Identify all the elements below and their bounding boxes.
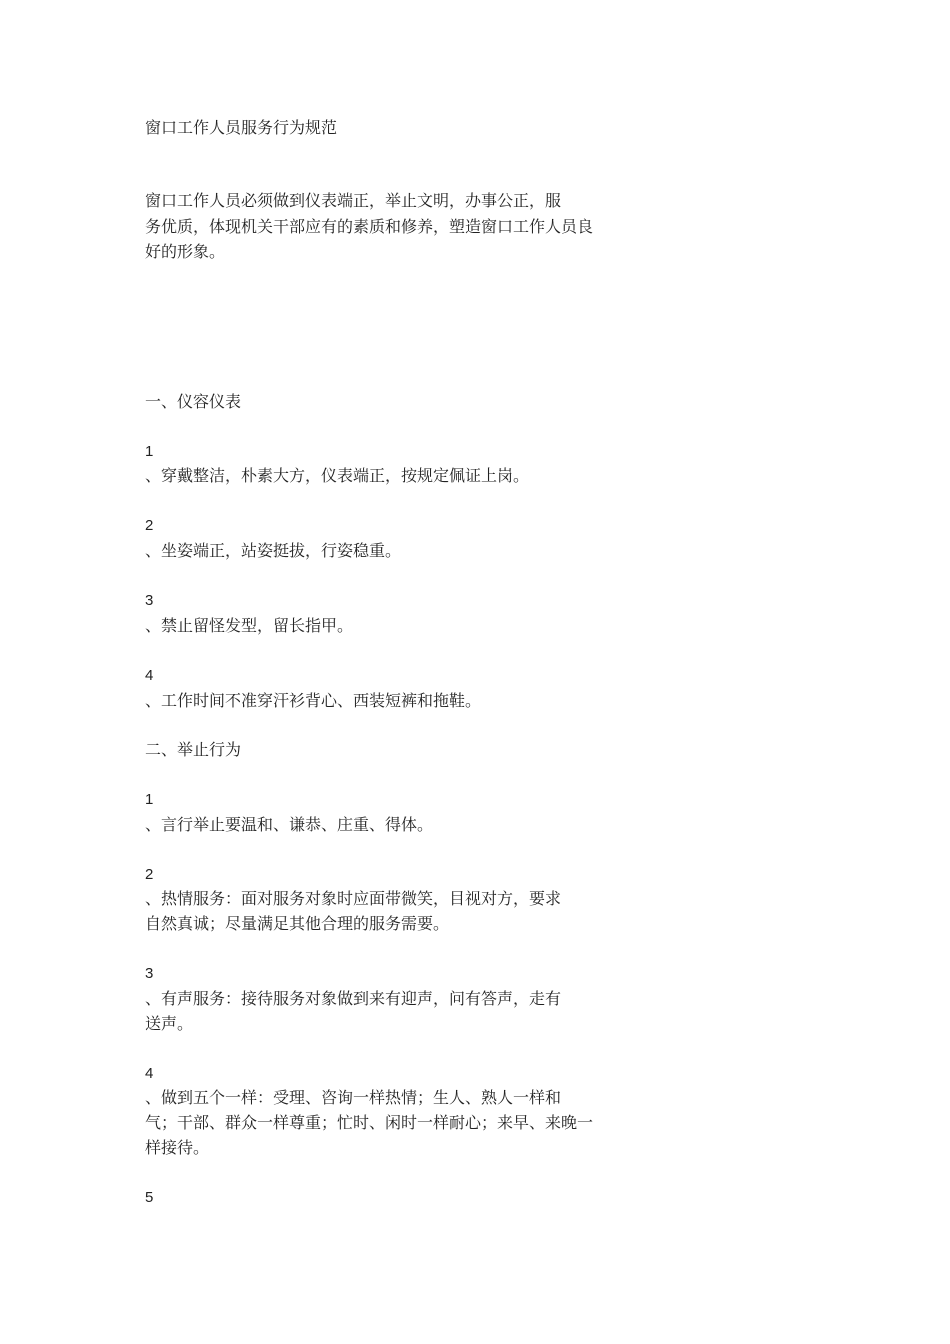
- item-text: 、禁止留怪发型，留长指甲。: [145, 616, 354, 635]
- item-number: 1: [145, 443, 154, 460]
- item-text: 、做到五个一样：受理、咨询一样热情；生人、熟人一样和: [145, 1088, 562, 1107]
- item-text: 送声。: [145, 1014, 194, 1033]
- item-text: 气；干部、群众一样尊重；忙时、闲时一样耐心；来早、来晚一: [145, 1113, 594, 1132]
- section-heading-behavior: 二、举止行为: [145, 740, 242, 759]
- item-text: 、言行举止要温和、谦恭、庄重、得体。: [145, 815, 434, 834]
- item-text: 自然真诚；尽量满足其他合理的服务需要。: [145, 914, 450, 933]
- section-heading-appearance: 一、仪容仪表: [145, 392, 242, 411]
- item-text: 样接待。: [145, 1138, 210, 1157]
- intro-line-1: 窗口工作人员必须做到仪表端正，举止文明，办事公正，服: [145, 191, 562, 210]
- item-number: 5: [145, 1189, 154, 1206]
- item-text: 、穿戴整洁，朴素大方，仪表端正，按规定佩证上岗。: [145, 466, 530, 485]
- item-number: 1: [145, 791, 154, 808]
- item-number: 2: [145, 866, 154, 883]
- item-text: 、工作时间不准穿汗衫背心、西装短裤和拖鞋。: [145, 691, 482, 710]
- item-number: 4: [145, 1065, 154, 1082]
- item-text: 、有声服务：接待服务对象做到来有迎声，问有答声，走有: [145, 989, 562, 1008]
- item-number: 4: [145, 667, 154, 684]
- intro-line-3: 好的形象。: [145, 242, 226, 261]
- item-text: 、热情服务：面对服务对象时应面带微笑，目视对方，要求: [145, 889, 562, 908]
- item-number: 3: [145, 592, 154, 609]
- item-number: 2: [145, 517, 154, 534]
- item-number: 3: [145, 965, 154, 982]
- document-title: 窗口工作人员服务行为规范: [145, 118, 338, 137]
- intro-line-2: 务优质，体现机关干部应有的素质和修养，塑造窗口工作人员良: [145, 217, 594, 236]
- item-text: 、坐姿端正，站姿挺拔，行姿稳重。: [145, 541, 402, 560]
